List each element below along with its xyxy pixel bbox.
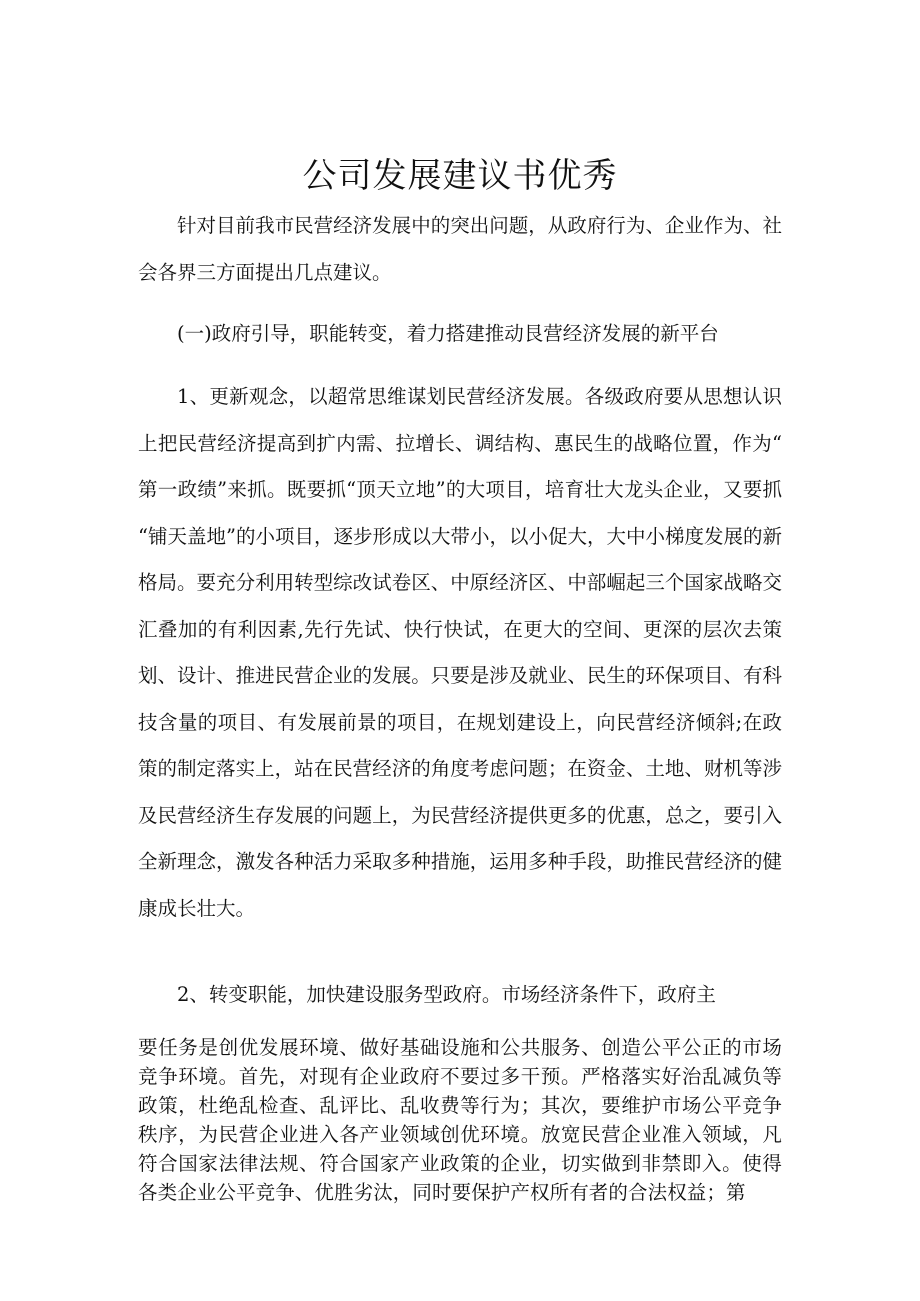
point-1-paragraph: 1、更新观念，以超常思维谋划民营经济发展。各级政府要从思想认识上把民营经济提高到扩内需、拉增长、调结构、惠民生的战略位置，作为“第一政绩”来抓。既要抓“顶天立地”的大项目，培育壮大龙头企业，又要抓“铺天盖地”的小项目，逐步形成以大带小，以小促大，大中小梯度发展的新格局。要充分利用转型综改试卷区、中原经济区、中部崛起三个国家战略交汇叠加的有利因素,先行先试、快行快试，在更大的空间、更深的层次去策划、设计、推进民营企业的发展。只要是涉及就业、民生的环保项目、有科技含量的项目、有发展前景的项目，在规划建设上，向民营经济倾斜;在政策的制定落实上，站在民营经济的角度考虑问题；在资金、土地、财机等涉及民营经济生存发展的问题上，为民营经济提供更多的优惠，总之，要引入全新理念，激发各种活力采取多种措施，运用多种手段，助推民营经济的健康成长壮大。 [138,385,782,920]
intro-paragraph: 针对目前我市民营经济发展中的突出问题，从政府行为、企业作为、社会各界三方面提出几点建议。 [138,214,782,284]
point-2-lead: 2、转变职能，加快建设服务型政府。市场经济条件下，政府主 [177,983,716,1006]
section-heading: (一)政府引导，职能转变，着力搭建推动艮营经济发展的新平台 [177,322,719,345]
point-2-body: 要任务是创优发展环境、做好基础设施和公共服务、创造公平公正的市场竞争环境。首先，对现有企业政府不要过多干预。严格落实好治乱减负等政策，杜绝乱检查、乱评比、乱收费等行为；其次，要维护市场公平竞争秩序，为民营企业进入各产业领域创优环境。放宽民营企业准入领域，凡符合国家法律法规、符合国家产业政策的企业，切实做到非禁即入。使得各类企业公平竞争、优胜劣汰，同时要保护产权所有者的合法权益；第 [138,1036,782,1204]
document-title: 公司发展建议书优秀 [302,156,618,196]
